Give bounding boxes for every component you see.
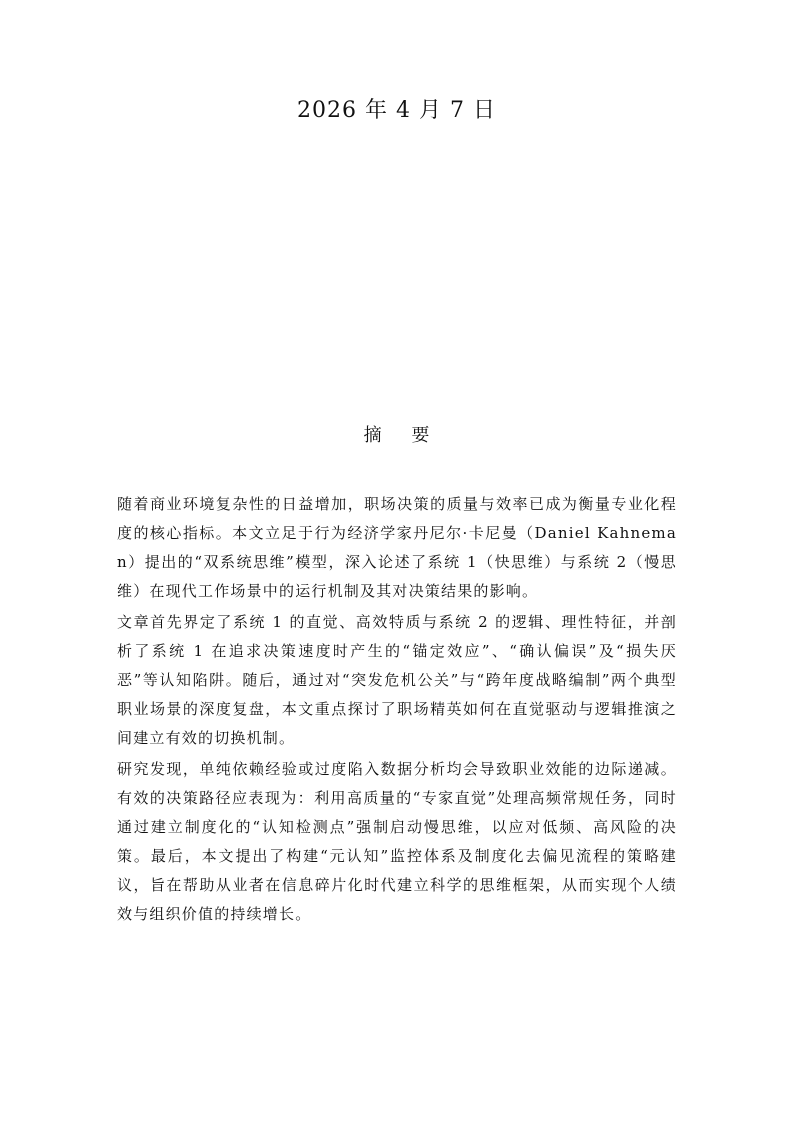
abstract-paragraph-2: 文章首先界定了系统 1 的直觉、高效特质与系统 2 的逻辑、理性特征，并剖析了系统 1 在追求决策速度时产生的“锚定效应”、“确认偏误”及“损失厌恶”等认知陷阱。随后，通过对“突发危机公关”与“跨年度战略编制”两个典型职业场景的深度复盘，本文重点探讨了职场精英如何在直觉驱动与逻辑推演之间建立有效的切换机制。	[117, 613, 677, 747]
abstract-paragraph-3: 研究发现，单纯依赖经验或过度陷入数据分析均会导致职业效能的边际递减。有效的决策路径应表现为：利用高质量的“专家直觉”处理高频常规任务，同时通过建立制度化的“认知检测点”强制启动慢思维，以应对低频、高风险的决策。最后，本文提出了构建“元认知”监控体系及制度化去偏见流程的策略建议，旨在帮助从业者在信息碎片化时代建立科学的思维框架，从而实现个人绩效与组织价值的持续增长。	[117, 760, 677, 923]
abstract-heading: 摘 要	[363, 425, 442, 446]
document-date: 2026 年 4 月 7 日	[297, 98, 496, 123]
abstract-body	[117, 490, 677, 931]
abstract-paragraph-1: 随着商业环境复杂性的日益增加，职场决策的质量与效率已成为衡量专业化程度的核心指标。本文立足于行为经济学家丹尼尔·卡尼曼（Daniel Kahneman）提出的“双系统思维”模型，深入论述了系统 1（快思维）与系统 2（慢思维）在现代工作场景中的运行机制及其对决策结果的影响。	[117, 495, 677, 600]
